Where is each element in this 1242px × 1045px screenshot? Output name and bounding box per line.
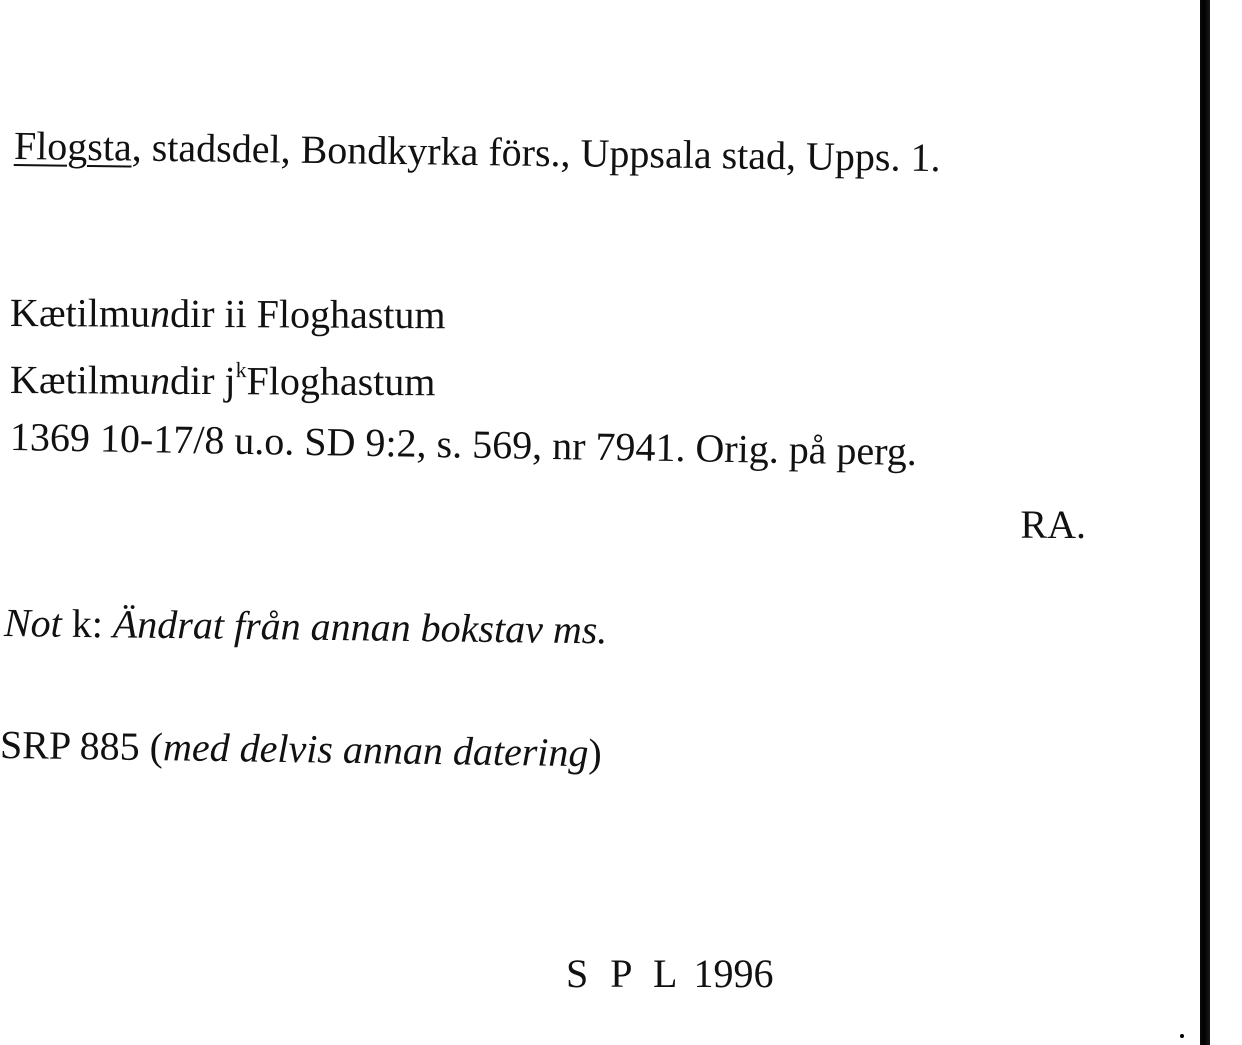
source-citation: 1369 10-17/8 u.o. SD 9:2, s. 569, nr 7941. Orig. på perg. (9, 414, 918, 475)
note-marker-superscript: k (235, 357, 247, 383)
name-form-2-italic: n (149, 357, 171, 403)
name-form-2-post: Floghastum (246, 358, 436, 405)
archive-abbreviation: RA. (1020, 502, 1086, 547)
reference-close: ) (588, 730, 603, 776)
note-label: Not (3, 600, 63, 646)
note-marker: k: (61, 600, 114, 647)
name-form-2-mid: dir j (169, 357, 236, 404)
name-form-1-italic: n (149, 290, 171, 336)
heading (13, 123, 941, 181)
note-text: Ändrat från annan bokstav ms. (112, 601, 608, 653)
place-description: , stadsdel, Bondkyrka förs., Uppsala stad, Upps. 1. (131, 124, 941, 181)
place-name: Flogsta (13, 123, 133, 170)
footer-signature (566, 951, 774, 996)
name-form-1-post: dir ii Floghastum (169, 290, 446, 338)
name-form-1-pre: Kætilmu (9, 290, 151, 336)
name-form-2-pre: Kætilmu (9, 357, 151, 403)
scan-speck (1180, 1034, 1184, 1038)
reference-citation (0, 722, 603, 776)
name-form-2 (9, 357, 436, 405)
editorial-note (3, 600, 608, 653)
reference-text: med delvis annan datering (162, 724, 589, 776)
footer-year: 1996 (693, 951, 774, 996)
name-form-1 (9, 290, 446, 338)
reference-code: SRP 885 ( (0, 722, 164, 770)
footer-letters: S P L (566, 951, 684, 996)
scan-edge-rule (1200, 0, 1210, 1045)
